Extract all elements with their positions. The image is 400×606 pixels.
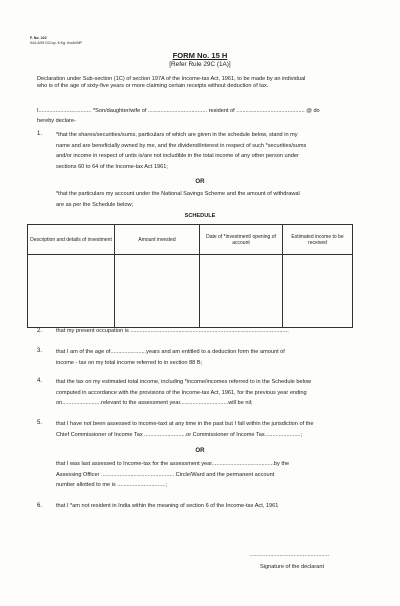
item-1-alt-text <box>56 189 366 210</box>
schedule-table <box>27 224 353 328</box>
item-5-line: Chief Commissioner of Income Tax ...........................or Commissioner of Income Tax.......................; <box>56 431 302 438</box>
or-label-1: OR <box>195 178 205 185</box>
column-header-date: Date of *investment/ opening of account <box>200 225 283 255</box>
item-1-alt-line: *that the particulars my account under the National Savings Scheme and the amount of withdrawal <box>56 191 300 197</box>
schedule-cell-description[interactable] <box>28 255 115 328</box>
item-1-text <box>56 130 366 172</box>
item-5-alt-text <box>56 459 366 491</box>
signature-line[interactable]: ................................................... <box>250 552 330 558</box>
item-2-text: that my present occupation is ...................................................................................................... <box>56 328 289 334</box>
item-number-5: 5. <box>37 420 43 426</box>
schedule-heading: SCHEDULE <box>184 213 216 219</box>
schedule-cell-estimated-income[interactable] <box>283 255 353 328</box>
column-header-description: Description and details of investment <box>28 225 115 255</box>
intro-line-2: who is of the age of sixty-five years or more claiming certain receipts without deduction of tax. <box>37 83 269 89</box>
item-number-3: 3. <box>37 348 43 354</box>
item-5-alt-line: Assessing Officer ............................................... Circle/Ward and the permanent account <box>56 471 275 478</box>
form-code: F. No. 222 <box>30 36 47 40</box>
intro-line-1: Declaration under Sub-section (1C) of section 197A of the Income-tax Act, 1961, to be made by an individual <box>37 76 306 82</box>
item-4-line: on.........................relevant to the assessment year...............................will be nil; <box>56 400 253 407</box>
printer-line: 944-4/09 G/Cop. 8 Kg. Kochi/NP <box>30 41 82 45</box>
declarant-line: I.................................. *Son/daughter/wife of ...................................... resident of ............................................ @ do <box>37 108 320 114</box>
item-4-line: that the tax on my estimated total income, including *income/incomes referred to in the Schedule below <box>56 379 311 385</box>
item-1-line: *that the shares/securities/sums, particulars of which are given in the schedule below, stand in my <box>56 132 298 138</box>
item-1-alt-line: are as per the Schedule below; <box>56 201 134 208</box>
item-5-text <box>56 419 366 440</box>
form-title: FORM No. 15 H <box>172 51 228 60</box>
or-label-2: OR <box>195 447 205 454</box>
item-3-line: that I am of the age of.......................years and am entitled to a deduction form the amount of <box>56 349 285 355</box>
item-3-text <box>56 347 366 368</box>
item-1-line: name and are beneficially owned by me, and the dividend/interest in respect of such *securities/sums <box>56 142 307 149</box>
item-number-4: 4. <box>37 378 43 384</box>
item-number-1: 1. <box>37 131 43 137</box>
item-number-2: 2. <box>37 328 43 334</box>
item-5-line: that I have not been assessed to income-taxt at any time in the past but I fall within the jurisdiction of the <box>56 421 314 427</box>
item-3-line: income - tax on my total income referred to in section 88 B; <box>56 359 203 366</box>
schedule-cell-date[interactable] <box>200 255 283 328</box>
item-1-line: sections 60 to 64 of the Income-tax Act 1961; <box>56 163 168 170</box>
item-1-line: and/or income in respect of units is/are not includible in the total income of any other person under <box>56 153 299 160</box>
rule-reference: [Refer Rule 29C (1A)] <box>169 61 231 68</box>
item-4-text <box>56 377 366 409</box>
item-5-alt-line: number allotted to me is ...............................; <box>56 482 167 489</box>
item-5-alt-line: that I was last assessed to Income-tax for the assessment year........................................by the <box>56 461 290 467</box>
declare-line: hereby declare- <box>37 118 76 124</box>
signature-label: Signature of the declarant <box>260 564 325 570</box>
item-number-6: 6. <box>37 503 43 509</box>
item-6-text: that I *am not resident in India within the meaning of section 6 of the Income-tax Act, 1961 <box>56 503 279 509</box>
column-header-amount: Amount invested <box>115 225 200 255</box>
schedule-cell-amount[interactable] <box>115 255 200 328</box>
item-4-line: computed in accordance with the provisions of the Income-tax Act, 1961, for the previous year ending <box>56 389 307 396</box>
column-header-estimated-income: Estimated income to be received <box>283 225 353 255</box>
